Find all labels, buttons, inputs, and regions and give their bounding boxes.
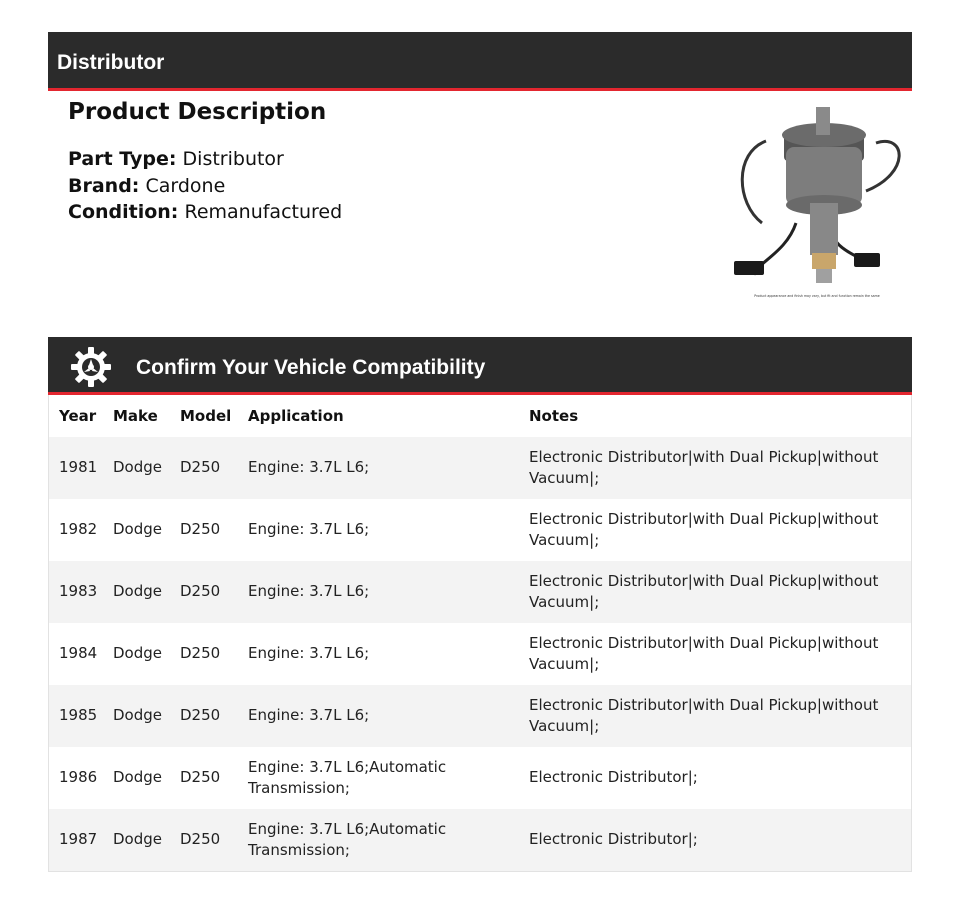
- cell-application: Engine: 3.7L L6;: [238, 685, 519, 747]
- cell-model: D250: [170, 685, 238, 747]
- cell-make: Dodge: [103, 561, 170, 623]
- cell-notes: Electronic Distributor|with Dual Pickup|without Vacuum|;: [519, 685, 911, 747]
- gear-icon: [69, 345, 113, 389]
- cell-year: 1981: [49, 437, 103, 499]
- cell-notes: Electronic Distributor|with Dual Pickup|without Vacuum|;: [529, 633, 879, 673]
- spec-label: Condition:: [68, 201, 179, 223]
- cell-year: 1986: [59, 768, 98, 787]
- cell-application: Engine: 3.7L L6;Automatic Transmission;: [238, 809, 519, 871]
- column-header-application: Application: [248, 407, 344, 425]
- column-header-year: Year: [59, 407, 97, 425]
- cell-notes: Electronic Distributor|;: [529, 768, 698, 787]
- table-row: [49, 561, 911, 623]
- cell-make: Dodge: [103, 809, 170, 871]
- cell-make: Dodge: [103, 437, 170, 499]
- cell-model: D250: [180, 768, 221, 787]
- table-row: [49, 809, 911, 871]
- spec-condition: [68, 199, 342, 226]
- spec-value: Distributor: [182, 148, 284, 170]
- cell-application: Engine: 3.7L L6;: [238, 561, 519, 623]
- cell-model: D250: [170, 561, 238, 623]
- spec-value: Remanufactured: [184, 201, 343, 223]
- distributor-header-bar: [48, 32, 912, 91]
- spec-part-type: [68, 146, 342, 173]
- cell-application: Engine: 3.7L L6;: [248, 644, 370, 663]
- table-row: [49, 685, 911, 747]
- cell-notes: Electronic Distributor|with Dual Pickup|without Vacuum|;: [529, 509, 879, 549]
- table-row: [49, 499, 911, 561]
- cell-make: Dodge: [113, 768, 162, 787]
- spec-list: [68, 146, 342, 226]
- cell-model: D250: [170, 437, 238, 499]
- product-image: [726, 103, 908, 299]
- column-header-model: Model: [180, 407, 232, 425]
- cell-make: Dodge: [103, 685, 170, 747]
- cell-year: 1987: [49, 809, 103, 871]
- cell-year: 1983: [49, 561, 103, 623]
- cell-make: Dodge: [113, 644, 162, 663]
- column-header-make: Make: [113, 407, 158, 425]
- spec-label: Brand:: [68, 174, 140, 197]
- cell-model: D250: [180, 644, 221, 663]
- cell-notes: Electronic Distributor|with Dual Pickup|without Vacuum|;: [519, 437, 911, 499]
- compatibility-title: Confirm Your Vehicle Compatibility: [136, 356, 486, 379]
- distributor-title: Distributor: [57, 51, 165, 74]
- cell-notes: Electronic Distributor|;: [519, 809, 911, 871]
- compatibility-header-bar: [48, 337, 912, 395]
- cell-application: Engine: 3.7L L6;: [238, 437, 519, 499]
- cell-notes: Electronic Distributor|with Dual Pickup|without Vacuum|;: [519, 561, 911, 623]
- cell-model: D250: [180, 520, 221, 539]
- product-description-heading: Product Description: [68, 99, 327, 125]
- cell-model: D250: [170, 809, 238, 871]
- cell-application: Engine: 3.7L L6;: [248, 520, 370, 539]
- spec-brand: [68, 173, 342, 200]
- product-image-caption: Product appearance and finish may vary, but fit and function remain the same: [754, 294, 880, 298]
- cell-make: Dodge: [113, 520, 162, 539]
- spec-value: Cardone: [145, 174, 226, 197]
- cell-year: 1982: [59, 520, 98, 539]
- cell-year: 1984: [59, 644, 98, 663]
- spec-label: Part Type:: [68, 148, 177, 170]
- cell-application: Engine: 3.7L L6;Automatic Transmission;: [248, 757, 447, 797]
- product-description: [68, 96, 342, 226]
- table-row: [49, 747, 911, 809]
- table-row: [49, 623, 911, 685]
- table-row: [49, 437, 911, 499]
- table-header-row: [49, 395, 911, 437]
- column-header-notes: Notes: [529, 407, 579, 425]
- compatibility-table: [48, 395, 912, 872]
- cell-year: 1985: [49, 685, 103, 747]
